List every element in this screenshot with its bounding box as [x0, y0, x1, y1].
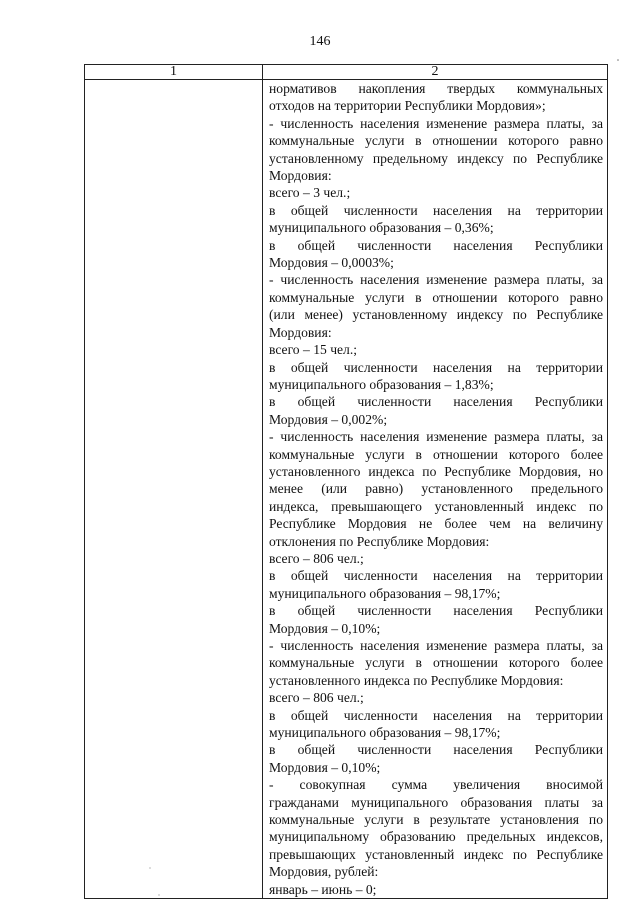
column-header-2: 2 [263, 65, 608, 80]
text-line: индекса, превышающего установленный индекс по [269, 498, 603, 514]
text-line: в общей численности населения на территории [269, 202, 603, 218]
text-line: муниципального образования – 98,17%; [269, 725, 501, 741]
text-line: всего – 15 чел.; [269, 342, 358, 358]
text-line: Мордовия – 0,0003%; [269, 255, 394, 271]
text-line: муниципального образования – 1,83%; [269, 376, 494, 392]
page-number: 146 [309, 34, 331, 49]
text-line: - численность населения изменение размера платы, за [269, 638, 603, 653]
column-2-text [263, 80, 607, 898]
text-line: установленного индекса по Республике Мордовия: [269, 672, 564, 688]
text-line: коммунальные услуги в результате установления по [269, 812, 603, 828]
document-table [84, 64, 608, 899]
text-line: муниципального образования – 0,36%; [269, 220, 494, 236]
table-row [85, 80, 608, 899]
text-line: в общей численности населения Республики [269, 394, 603, 410]
text-line: в общей численности населения на территории [269, 707, 603, 723]
text-line: - численность населения изменение размера платы, за [269, 272, 603, 288]
text-line: муниципальному образованию предельных индексов, [269, 829, 603, 845]
text-line: Мордовия – 0,10%; [269, 759, 381, 775]
column-2-cell [263, 80, 608, 899]
text-line: менее (или равно) установленного предельного [269, 481, 603, 497]
column-header-1: 1 [85, 65, 263, 80]
text-line: в общей численности населения Республики [269, 603, 603, 619]
text-line: Мордовия: [269, 324, 332, 340]
text-line: в общей численности населения Республики [269, 742, 603, 758]
text-line: - численность населения изменение размера платы, за [269, 429, 603, 445]
text-line: в общей численности населения на территории [269, 568, 603, 584]
text-line: коммунальные услуги в отношении которого равно [269, 289, 603, 305]
text-line: в общей численности населения на территории [269, 359, 603, 375]
text-line: январь – июнь – 0; [269, 881, 377, 897]
text-line: отклонения по Республике Мордовия: [269, 533, 490, 549]
text-line: Мордовия: [269, 168, 332, 184]
column-1-cell [85, 80, 263, 899]
text-line: коммунальные услуги в отношении которого более [269, 655, 603, 671]
text-line: в общей численности населения Республики [269, 237, 603, 253]
text-line: - совокупная сумма увеличения вносимой [269, 777, 603, 793]
text-line: установленному предельному индексу по Республике [269, 150, 603, 166]
text-line: гражданами муниципального образования платы за [269, 794, 603, 810]
text-line: установленного индекса по Республике Мордовия, но [269, 463, 603, 479]
text-line: всего – 806 чел.; [269, 690, 364, 706]
text-line: Республике Мордовия не более чем на величину [269, 516, 603, 532]
text-line: нормативов накопления твердых коммунальных [269, 81, 603, 96]
text-line: (или менее) установленному индексу по Республике [269, 307, 603, 323]
text-line: отходов на территории Республики Мордовия»; [269, 98, 546, 114]
text-line: Мордовия, рублей: [269, 864, 379, 880]
text-line: Мордовия – 0,002%; [269, 411, 388, 427]
text-line: всего – 3 чел.; [269, 185, 351, 201]
text-line: - численность населения изменение размера платы, за [269, 115, 603, 131]
text-line: коммунальные услуги в отношении которого равно [269, 133, 603, 149]
text-line: коммунальные услуги в отношении которого более [269, 446, 603, 462]
text-line: всего – 806 чел.; [269, 550, 364, 566]
text-line: муниципального образования – 98,17%; [269, 585, 501, 601]
table-header-row [85, 65, 608, 80]
text-line: Мордовия – 0,10%; [269, 620, 381, 636]
text-line: превышающих установленный индекс по Республике [269, 846, 603, 862]
